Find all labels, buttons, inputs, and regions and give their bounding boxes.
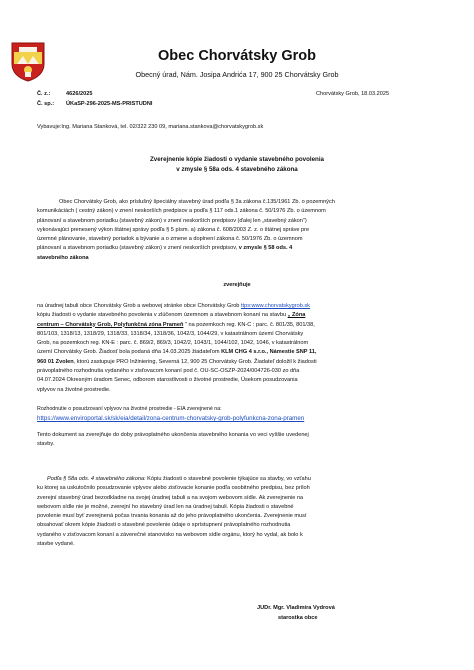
text-line: stavby. (37, 441, 55, 448)
text-line: 801/103, 1318/13, 1318/29, 1318/33, 1318/34, 1318/36, 1042/3, 1044/29, v katastrálnom území Chorvátsky (37, 330, 304, 337)
signatory-name: JUDr. Mgr. Vladimíra Vydrová (257, 605, 335, 611)
document-heading-line2: v zmysle § 58a ods. 4 stavebného zákona (176, 166, 298, 173)
text-line: centrum – Chorvátsky Grob, Polyfunkčná zóna Prameň " na pozemkoch reg. KN-C : parc. č. 801/35, 801/38, (37, 321, 315, 328)
document-heading-line1: Zverejnenie kópie žiadosti o vydanie stavebného povolenia (150, 156, 324, 163)
text-line: povolenie musí byť zverejnená počas trvania konania až do jeho právoplatného ukončenia. Zverejnenie musí (37, 513, 307, 520)
intro-paragraph (37, 198, 437, 263)
text-line: vykonávajúci prenesený výkon štátnej správy podľa § 5 písm. a) zákona č. 608/2003 Z. z. o štátnej správe pre (37, 226, 310, 233)
signatory-role: starostka obce (278, 615, 318, 621)
text-line: komunikáciách ( cestný zákon) v znení neskorších predpisov a podľa § 117 ods.1 zákona č. 50/1976 Zb. o územnom (37, 208, 326, 215)
text-line: stavbe vydané. (37, 541, 75, 548)
text-line: 04.07.2024 Okresným úradom Senec, odborom starostlivosti o životné prostredie, Úsekom posudzovania (37, 377, 298, 384)
text-line: 960 01 Zvolen, ktorú zastupuje PRO Inžiniering, Severná 12, 900 25 Chorvátsky Grob. Žiadateľ doložil k žiadosti (37, 358, 317, 365)
text-line: vydaného v zisťovacom konaní a záverečné stanovisko na webovom sídle orgánu, ktorý ho vydal, ak bolo k (37, 531, 303, 538)
file-label: Č. sp.: (37, 101, 55, 107)
reference-label: Č. z.: (37, 91, 51, 97)
eia-link[interactable]: https://www.enviroportal.sk/sk/eia/detail/zona-centrum-chorvatsky-grob-polyfunkcna-zona-pramen (37, 415, 305, 422)
action-verb: zverejňuje (223, 282, 251, 288)
text-line: obsahovať okrem kópie žiadosti o stavebné povolenie údaje o sprístupnení právoplatného rozhodnutia (37, 522, 291, 529)
text-line: územné plánovanie, stavebný poriadok a bývanie a o zmene a doplnení zákona č. 50/1976 Zb. o územnom (37, 236, 303, 243)
text-line: na úradnej tabuli obce Chorvátsky Grob a webovej stránke obce Chorvátsky Grob ttps:www.chorvatskygrob.sk (37, 303, 310, 309)
text-line: plánovaní a stavebnom poriadku (stavebný zákon) v znení neskorších predpisov, v zmysle § 58 ods. 4 (37, 245, 293, 252)
office-address: Obecný úrad, Nám. Josipa Andrića 17, 900 25 Chorvátsky Grob (135, 70, 339, 79)
text-line: stavebného zákona (37, 254, 89, 261)
text-line: webovom sídle nie je možné, zverejní ho stavebný úrad len na úradnej tabuli. Kópia žiadosti o stavebné (37, 503, 294, 510)
municipality-website-link[interactable]: ttps:www.chorvatskygrob.sk (240, 303, 310, 309)
text-line: ku ktorej sa uskutočnilo posudzovanie vplyvov alebo zisťovacie konanie podľa osobitného predpisu, bez príloh (37, 485, 310, 492)
contact-line: Vybavuje:Ing. Mariana Stanková, tel. 02/322 230 09, mariana.stankova@chorvatskygrob.sk (37, 124, 264, 130)
publication-paragraph (37, 302, 437, 395)
eia-label: Rozhodnutie o posudzovaní vplyvov na životné prostredie - EIA zverejnené na: (37, 406, 222, 412)
text-line: Tento dokument sa zverejňuje do doby právoplatného ukončenia stavebného konania vo veci vyššie uvedenej (37, 432, 309, 438)
file-number: ÚKaSP-296-2025-MS-PRISTUDNI (66, 101, 153, 107)
legal-paragraph (37, 475, 437, 549)
place-date: Chorvátsky Grob, 18.03.2025 (316, 91, 390, 97)
text-line: území Chorvátsky Grob. Žiadosť bola podaná dňa 14.03.2025 žiadateľom KLM CHG 4 s.r.o., Námestie SNP 11, (37, 349, 317, 356)
text-line: Podľa § 58a ods. 4 stavebného zákona: Kópiu žiadosti o stavebné povolenie týkajúce sa stavby, vo vzťahu (47, 476, 311, 482)
text-line: zverejní stavebný úrad bezodkladne na svojej úradnej tabuli a na svojom webovom sídle. Ak zverejnenie na (37, 494, 304, 501)
text-line: právoplatného rozhodnutia vydaného v zisťovacom konaní pod č. OU-SC-OSZP-2024/004726-030 zo dňa (37, 368, 300, 375)
municipality-title: Obec Chorvátsky Grob (158, 48, 316, 64)
reference-number: 4626/2025 (66, 91, 93, 97)
text-line: Grob, na pozemkoch reg. KN-E : parc. č. 869/2, 869/3, 1042/2, 1043/1, 1044/102, 1042, 1046, v katastrálnom (37, 340, 309, 347)
notice-paragraph (37, 431, 437, 450)
text-line: kópiu žiadosti o vydanie stavebného povolenia v zlúčenom územnom a stavebnom konaní na stavbu „ Zóna (37, 312, 306, 319)
text-line: plánovaní a stavebnom poriadku (stavebný zákon) v znení neskorších predpisov (ďalej len „stavebný zákon") (37, 217, 307, 224)
text-line: vplyvov na životné prostredie. (37, 386, 111, 393)
text-line: Obec Chorvátsky Grob, ako príslušný špeciálny stavebný úrad podľa § 3a zákona č.135/1961 Zb. o pozemných (59, 199, 335, 205)
